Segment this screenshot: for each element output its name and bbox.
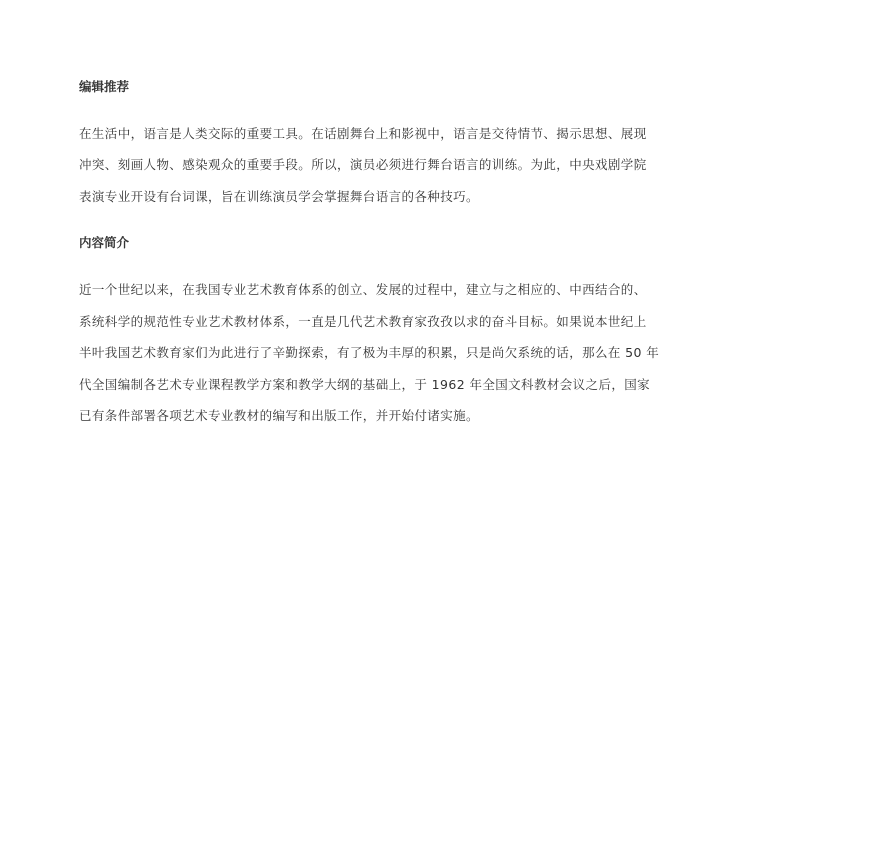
paragraph-line: 冲突、刻画人物、感染观众的重要手段。所以，演员必须进行舞台语言的训练。为此，中央戏剧学院	[79, 157, 647, 172]
content-summary-body	[79, 282, 809, 424]
editor-recommendation-section	[79, 79, 809, 95]
paragraph-line: 在生活中，语言是人类交际的重要工具。在话剧舞台上和影视中，语言是交待情节、揭示思想、展现	[79, 126, 647, 141]
paragraph-line: 已有条件部署各项艺术专业教材的编写和出版工作，并开始付诸实施。	[79, 408, 479, 423]
paragraph-line: 表演专业开设有台词课，旨在训练演员学会掌握舞台语言的各种技巧。	[79, 189, 479, 204]
editor-recommendation-body	[79, 126, 809, 205]
content-summary-section	[79, 235, 809, 251]
paragraph-line: 半叶我国艺术教育家们为此进行了辛勤探索，有了极为丰厚的积累，只是尚欠系统的话，那么在 50 年	[79, 345, 660, 360]
paragraph-line: 系统科学的规范性专业艺术教材体系，一直是几代艺术教育家孜孜以求的奋斗目标。如果说本世纪上	[79, 314, 647, 329]
section-heading: 编辑推荐	[79, 79, 130, 94]
section-heading: 内容简介	[79, 235, 130, 250]
paragraph-line: 近一个世纪以来，在我国专业艺术教育体系的创立、发展的过程中，建立与之相应的、中西结合的、	[79, 282, 647, 297]
paragraph-line: 代全国编制各艺术专业课程教学方案和教学大纲的基础上，于 1962 年全国文科教材会议之后，国家	[79, 377, 651, 392]
